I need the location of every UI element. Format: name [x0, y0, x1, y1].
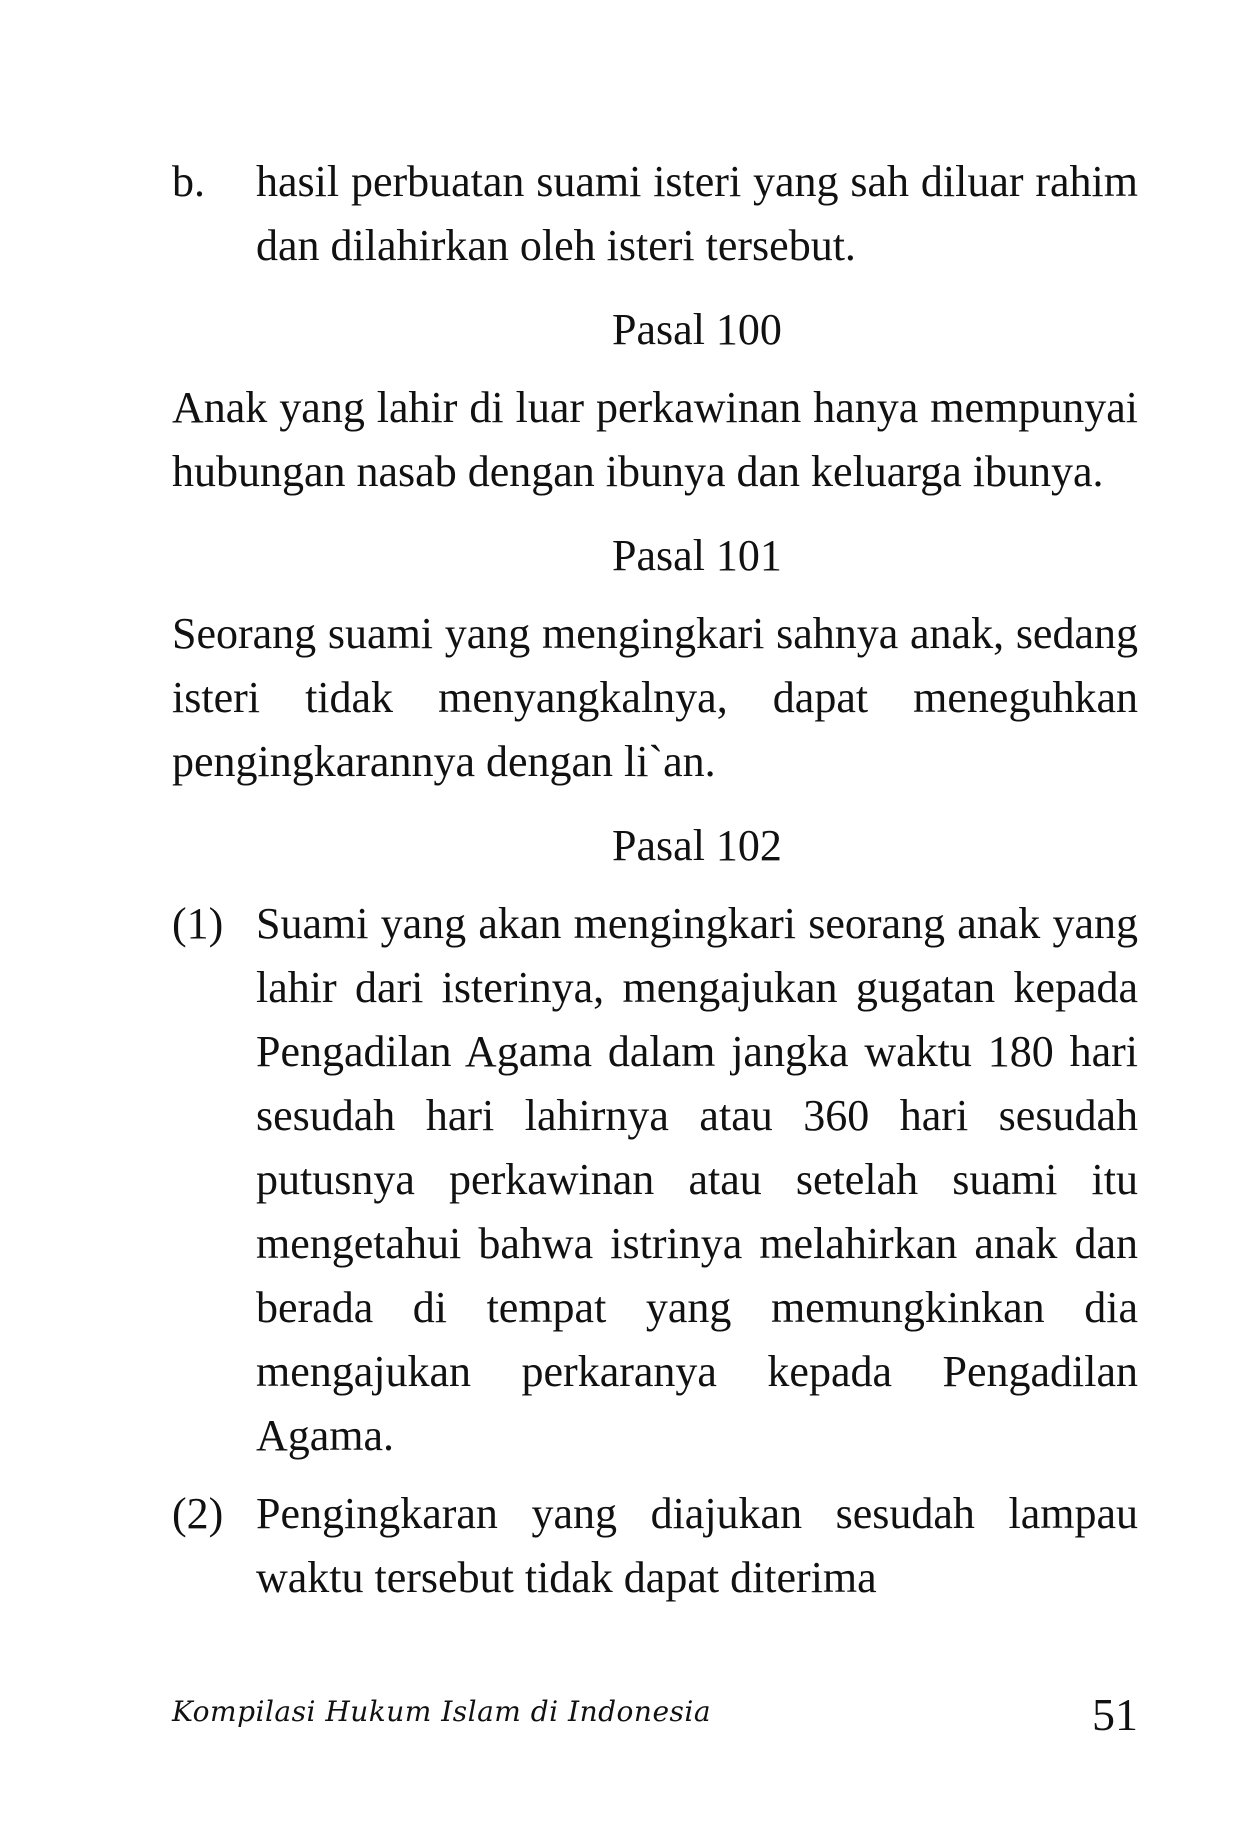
pasal-102-heading: Pasal 102: [612, 821, 782, 870]
list-item-text: hasil perbuatan suami isteri yang sah diluar rahim dan dilahirkan oleh isteri tersebut.: [256, 157, 1138, 270]
page-footer: [172, 1685, 1138, 1745]
pasal-100-text: Anak yang lahir di luar perkawinan hanya mempunyai hubungan nasab dengan ibunya dan keluarga ibunya.: [172, 383, 1138, 496]
pasal-102-item-1: [172, 892, 1138, 1468]
list-marker: (1): [172, 899, 224, 948]
pasal-102-item-2: [172, 1482, 1138, 1610]
pasal-101-text: Seorang suami yang mengingkari sahnya anak, sedang isteri tidak menyangkalnya, dapat meneguhkan pengingkarannya dengan li`an.: [172, 609, 1138, 786]
page-content: [172, 150, 1138, 1610]
pasal-101-heading: Pasal 101: [612, 531, 782, 580]
list-item-text: Suami yang akan mengingkari seorang anak yang lahir dari isterinya, mengajukan gugatan kepada Pengadilan Agama dalam jangka waktu 180 hari sesudah hari lahirnya atau 360 hari sesudah putusnya perkawinan atau setelah suami itu mengetahui bahwa istrinya melahirkan anak dan berada di tempat yang memungkinkan dia mengajukan perkaranya kepada Pengadilan Agama.: [256, 899, 1138, 1460]
list-item-b: [172, 150, 1138, 278]
list-item-text: Pengingkaran yang diajukan sesudah lampau waktu tersebut tidak dapat diterima: [256, 1489, 1138, 1602]
list-marker: b.: [172, 157, 205, 206]
list-marker: (2): [172, 1489, 224, 1538]
page-number: 51: [1092, 1689, 1138, 1740]
book-title: Kompilasi Hukum Islam di Indonesia: [172, 1695, 712, 1728]
pasal-100-heading: Pasal 100: [612, 305, 782, 354]
